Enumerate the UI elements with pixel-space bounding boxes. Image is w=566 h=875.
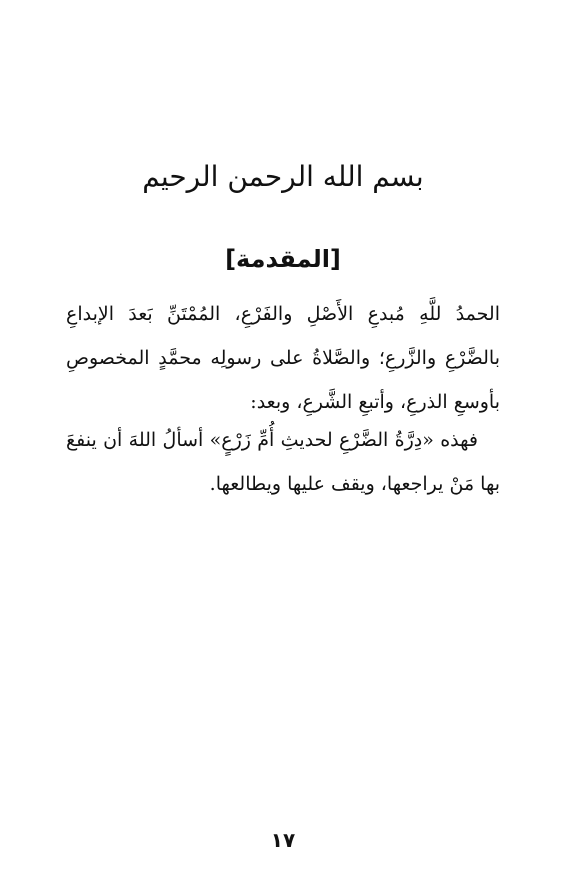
paragraph-1: الحمدُ للَّهِ مُبدعِ الأَصْلِ والفَرْعِ، المُمْتَنِّ بَعدَ الإبداعِ بالضَّرْعِ والزَّرعِ؛ والصَّلاةُ على رسولِه محمَّدٍ المخصوصِ بأوسعِ الذرعِ، وأتبعِ الشَّرعِ، وبعد: <box>66 303 500 413</box>
section-title: [المقدمة] <box>225 245 341 273</box>
basmala-heading: بسم الله الرحمن الرحيم <box>142 160 424 193</box>
paragraph-2: فهذه «دِرَّةُ الضَّرْعِ لحديثِ أُمِّ زَرْعٍ» أسألُ اللهَ أن ينفعَ بها مَنْ يراجعها، ويقف عليها ويطالعها. <box>66 429 500 495</box>
page-number: ١٧ <box>270 828 296 852</box>
